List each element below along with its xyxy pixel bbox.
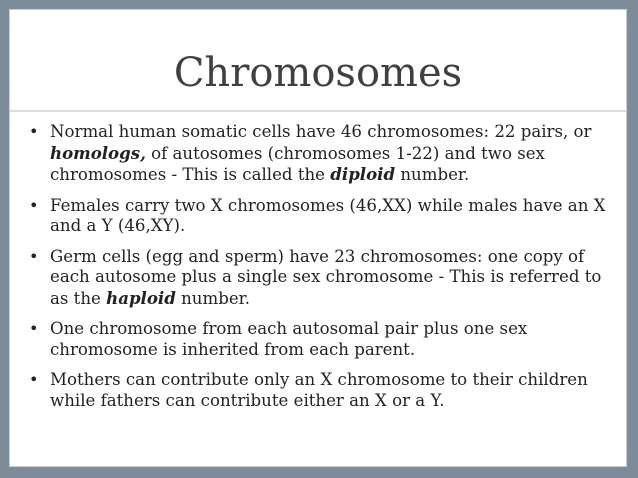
bullet-icon: • [29, 319, 39, 338]
bullet-list [29, 122, 613, 421]
bullet-text: One chromosome from each autosomal pair plus one sex chromosome is inherited from each parent. [50, 319, 528, 359]
bullet-item-sex-chromosomes [29, 196, 613, 237]
bullet-item-haploid [29, 247, 613, 310]
slide [9, 9, 627, 467]
slide-title: Chromosomes [173, 50, 463, 96]
bullet-icon: • [29, 122, 39, 141]
bullet-icon: • [29, 370, 39, 389]
bullet-text: Mothers can contribute only an X chromosome to their children while fathers can contribute either an X or a Y. [50, 370, 588, 410]
bullet-item-inheritance [29, 319, 613, 360]
bullet-item-diploid [29, 122, 613, 186]
bullet-text: Germ cells (egg and sperm) have 23 chromosomes: one copy of each autosome plus a single sex chromosome - This is referred to as the haploid number. [50, 246, 602, 308]
bullet-text: Females carry two X chromosomes (46,XX) while males have an X and a Y (46,XY). [50, 195, 606, 235]
bullet-text: Normal human somatic cells have 46 chromosomes: 22 pairs, or homologs, of autosomes (chromosomes 1-22) and two sex chromosomes - This is called the diploid number. [50, 122, 592, 184]
emphasis-haploid: haploid [106, 287, 176, 308]
bullet-item-parent-contribution [29, 370, 613, 411]
emphasis-homologs: homologs, [50, 142, 146, 163]
bullet-icon: • [29, 195, 39, 215]
bullet-icon: • [29, 246, 39, 266]
title-divider [10, 110, 626, 112]
emphasis-diploid: diploid [330, 164, 396, 184]
